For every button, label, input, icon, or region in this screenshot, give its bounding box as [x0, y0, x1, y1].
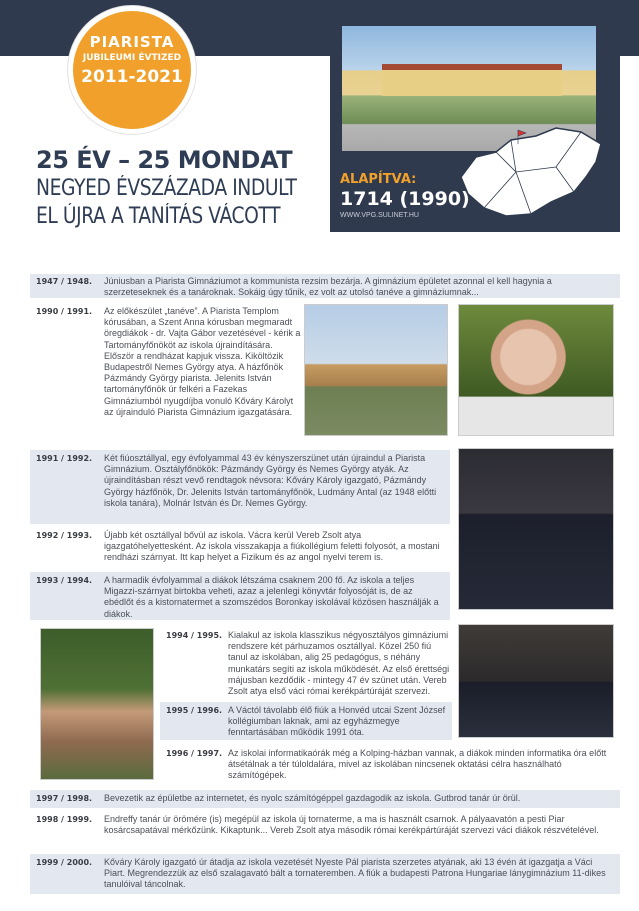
- timeline-entry-1947: [30, 274, 620, 298]
- town-aerial-photo: [304, 304, 448, 436]
- entry-text: Az iskolai informatikaórák még a Kolping-házban vannak, a diákok minden informatika óra előtt átsétálnak a tér túloldalára, mivel az iskolában nincsenek oktatási célra használható számítógépek.: [228, 748, 607, 781]
- page-title: 25 ÉV – 25 MONDAT: [36, 146, 293, 174]
- entry-year: 1997 / 1998.: [36, 794, 93, 803]
- entry-text: A harmadik évfolyammal a diákok létszáma csaknem 200 fő. Az iskola a teljes Migazzi-szárnyat birtokba veheti, azaz a jelenlegi könyvtár folyosóját is, de az ebédlőt és a kistornatermet a szomszédos Boronkay iskolával közösen használják a diákok.: [104, 575, 439, 619]
- entry-year: 1992 / 1993.: [36, 531, 93, 540]
- entry-year: 1994 / 1995.: [166, 631, 223, 640]
- timeline-entry-1991: [30, 450, 450, 524]
- classroom-students-photo: [458, 624, 614, 738]
- founded-year: 1714 (1990): [340, 188, 470, 210]
- timeline-entry-1999: [30, 854, 620, 894]
- entry-text: A Váctól távolabb élő fiúk a Honvéd utcai Szent József kollégiumban laknak, ami az egyházmegye fenntartásában működik 1991 óta.: [228, 705, 446, 738]
- entry-text: Két fiúosztállyal, egy évfolyammal 43 év kényszerszünet után újraindul a Piarista Gimnázium. Osztályfőnökök: Pázmándy György és Nemes György atyák. Az újraindításban részt vevő rendtagok névsora: Kőváry Károly igazgató, Pázmándy György házfőnök, Dr. Jelenits István tartományfőnök, Ludmány Antal (az 1948 előtti iskola tanára), Molnár István és Dr. Nemes György.: [104, 453, 437, 508]
- jubilee-badge: [68, 6, 196, 134]
- entry-text: Kőváry Károly igazgató úr átadja az iskola vezetését Nyeste Pál piarista szerzetes atyának, aki 13 évén át igazgatja a Váci Piart. Megrendezzük az első szalagavató bált a tornateremben. A fiúk a budapesti Patrona Hungariae lánygimnázium 11-dikes tanulóival táncolnak.: [104, 857, 606, 890]
- timeline-entry-1994: [166, 630, 452, 696]
- timeline-entry-1996: [166, 748, 620, 784]
- entry-text: Kialakul az iskola klasszikus négyosztályos gimnáziumi rendszere két párhuzamos osztállyal. Közel 250 fiú tanul az iskolában, alig 25 pedagógus, s néhány munkatárs segíti az iskola működését. Az első érettségi májusban kezdődik - mintegy 47 év szünet után. Vereb Zsolt atya első váci római kerékpártúráját szervezi.: [228, 630, 450, 697]
- timeline-entry-1998: [36, 814, 620, 850]
- entry-text: Az előkészület „tanéve”. A Piarista Templom kórusában, a Szent Anna kórusban megmaradt öregdiákok - dr. Vajta Gábor vezetésével - kérik a Tartományfőnököt az iskola újraindítására. Először a rendházat kapjuk vissza. Kiköltözik Budapestről Nemes György atya. A házfőnök Pázmándy György piarista. Jelenits István tartományfőnök úr felkéri a Fazekas Gimnáziumból nyugdíjba vonuló Kőváry Károlyt az újrainduló Piarista Gimnázium igazgatására.: [104, 306, 301, 417]
- entry-year: 1998 / 1999.: [36, 815, 93, 824]
- subtitle-line2: EL ÚJRA A TANÍTÁS VÁCOTT: [36, 204, 281, 229]
- entry-year: 1993 / 1994.: [36, 576, 93, 585]
- entry-year: 1996 / 1997.: [166, 749, 223, 758]
- entry-text: Bevezetik az épületbe az internetet, és nyolc számítógéppel gazdagodik az iskola. Gutbrod tanár úr örül.: [104, 793, 521, 803]
- entry-year: 1990 / 1991.: [36, 307, 93, 316]
- entry-year: 1947 / 1948.: [36, 277, 93, 286]
- website-link[interactable]: WWW.VPG.SULINET.HU: [340, 212, 419, 219]
- timeline-entry-1995: [160, 702, 452, 740]
- timeline-entry-1990: [36, 306, 302, 442]
- entry-text: Endreffy tanár úr örömére (is) megépül az iskola új tornaterme, a ma is használt csarnok. A pályaavatón a pesti Piar kosárcsapatával mérkőzünk. Kikaptunk... Vereb Zsolt atya második római kerékpártúráját szervezi váci diákok részvételével.: [104, 814, 599, 836]
- timeline-entry-1992: [36, 530, 448, 566]
- kovary-portrait-photo: [458, 304, 614, 436]
- badge-line3: 2011-2021: [81, 66, 183, 87]
- entry-year: 1999 / 2000.: [36, 858, 93, 867]
- entry-year: 1995 / 1996.: [166, 706, 223, 715]
- entry-text: Júniusban a Piarista Gimnáziumot a kommunista rezsim bezárja. A gimnázium épületet azonnal el kell hagynia a szerzeteseknek és a tanároknak. Sokáig úgy tűnik, ez volt az utolsó tanéve a gimnáziumnak...: [104, 276, 552, 298]
- subtitle-line1: NEGYED ÉVSZÁZADA INDULT: [36, 176, 297, 201]
- entry-text: Újabb két osztállyal bővül az iskola. Vácra kerül Vereb Zsolt atya igazgatóhelyettesként. Az iskola visszakapja a fiúkollégium feletti folyosót, a mostani rendházi szárnyat. Itt kap helyet a Fizikum és az angol nyelvi terem is.: [104, 530, 440, 563]
- timeline-entry-1993: [30, 572, 450, 620]
- badge-line1: PIARISTA: [89, 33, 175, 51]
- hungary-map-icon: [456, 122, 606, 222]
- watermelon-students-photo: [40, 628, 154, 780]
- founded-label: ALAPÍTVA:: [340, 172, 417, 187]
- entry-year: 1991 / 1992.: [36, 454, 93, 463]
- students-ceremony-photo: [458, 448, 614, 610]
- badge-line2: JUBILEUMI ÉVTIZED: [82, 53, 182, 63]
- timeline-entry-1997: [30, 790, 620, 808]
